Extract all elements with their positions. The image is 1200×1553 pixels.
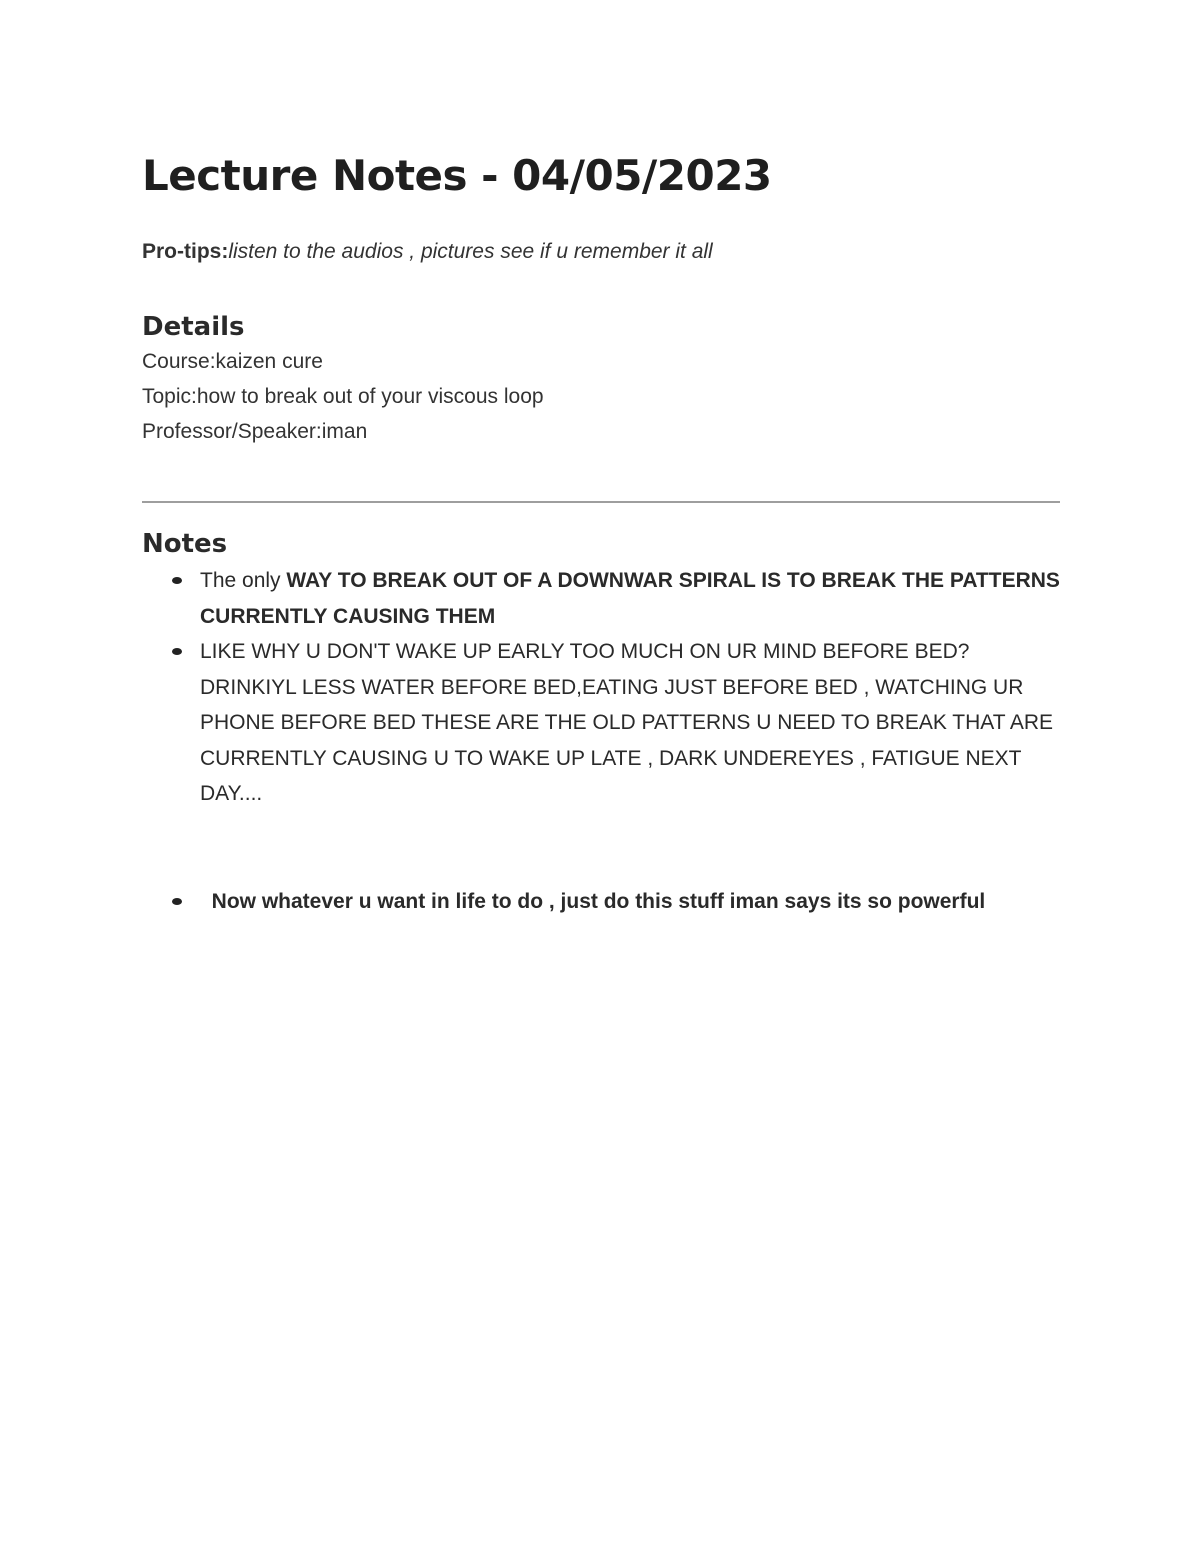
bullet-icon (172, 577, 182, 584)
detail-topic: Topic:how to break out of your viscous loop (142, 385, 544, 408)
section-divider (142, 501, 1060, 503)
list-item (142, 634, 1060, 812)
note-text-plain: The only (200, 569, 287, 592)
bullet-icon (172, 648, 182, 655)
pro-tips (142, 238, 1060, 266)
pro-tips-text: listen to the audios , pictures see if u remember it all (228, 240, 713, 263)
detail-course: Course:kaizen cure (142, 350, 323, 373)
note-text-bold: Now whatever u want in life to do , just do this stuff iman says its so powerful (200, 889, 986, 913)
list-item (142, 884, 1060, 920)
page-title: Lecture Notes - 04/05/2023 (142, 151, 772, 200)
note-text-plain: LIKE WHY U DON'T WAKE UP EARLY TOO MUCH ON UR MIND BEFORE BED? DRINKIYL LESS WATER BEFORE BED,EATING JUST BEFORE BED , WATCHING UR PHONE BEFORE BED THESE ARE THE OLD PATTERNS U NEED TO BREAK THAT ARE CURRENTLY CAUSING U TO WAKE UP LATE , DARK UNDEREYES , FATIGUE NEXT DAY.... (200, 640, 1054, 805)
list-item (142, 563, 1060, 634)
note-text-bold: WAY TO BREAK OUT OF A DOWNWAR SPIRAL IS TO BREAK THE PATTERNS CURRENTLY CAUSING THEM (200, 569, 1060, 628)
details-heading: Details (142, 312, 245, 342)
pro-tips-label: Pro-tips: (142, 240, 229, 263)
notes-heading: Notes (142, 529, 228, 559)
bullet-icon (172, 898, 182, 905)
document-page (142, 150, 1060, 919)
detail-professor: Professor/Speaker:iman (142, 420, 368, 443)
notes-list (142, 563, 1060, 919)
